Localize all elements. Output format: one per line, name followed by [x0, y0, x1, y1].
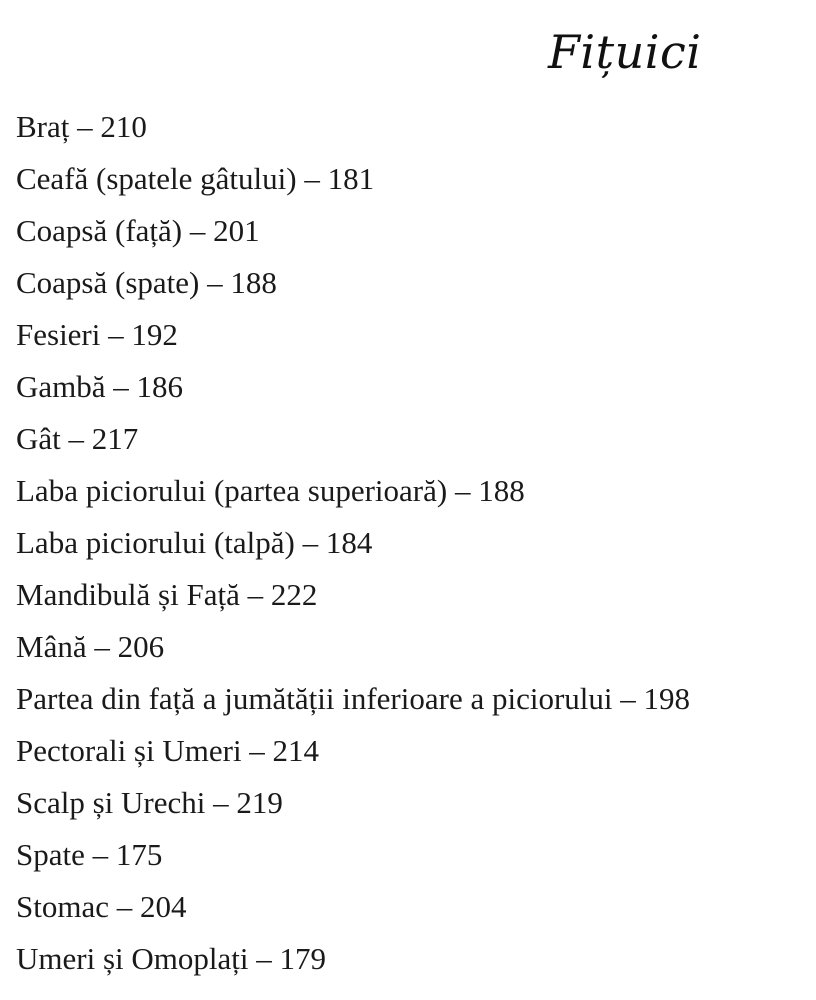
index-entry: Umeri și Omoplați – 179	[16, 941, 326, 976]
index-entry: Mandibulă și Față – 222	[16, 577, 318, 612]
index-entry: Coapsă (față) – 201	[16, 213, 260, 248]
index-entry: Laba piciorului (talpă) – 184	[16, 525, 373, 560]
index-entry: Pectorali și Umeri – 214	[16, 733, 320, 768]
index-entry: Fesieri – 192	[16, 317, 178, 352]
index-entry: Gât – 217	[16, 421, 139, 456]
index-entry: Coapsă (spate) – 188	[16, 265, 277, 300]
index-entry: Laba piciorului (partea superioară) – 188	[16, 473, 525, 508]
index-entry: Braț – 210	[16, 109, 147, 144]
page-title: Fițuici	[548, 25, 702, 79]
index-entry: Gambă – 186	[16, 369, 184, 404]
index-entry: Stomac – 204	[16, 889, 187, 924]
index-entry: Partea din față a jumătății inferioare a piciorului – 198	[16, 681, 690, 716]
index-entry: Scalp și Urechi – 219	[16, 785, 283, 820]
index-list	[16, 101, 690, 985]
index-entry: Spate – 175	[16, 837, 163, 872]
index-entry: Ceafă (spatele gâtului) – 181	[16, 161, 375, 196]
index-entry: Mână – 206	[16, 629, 165, 664]
